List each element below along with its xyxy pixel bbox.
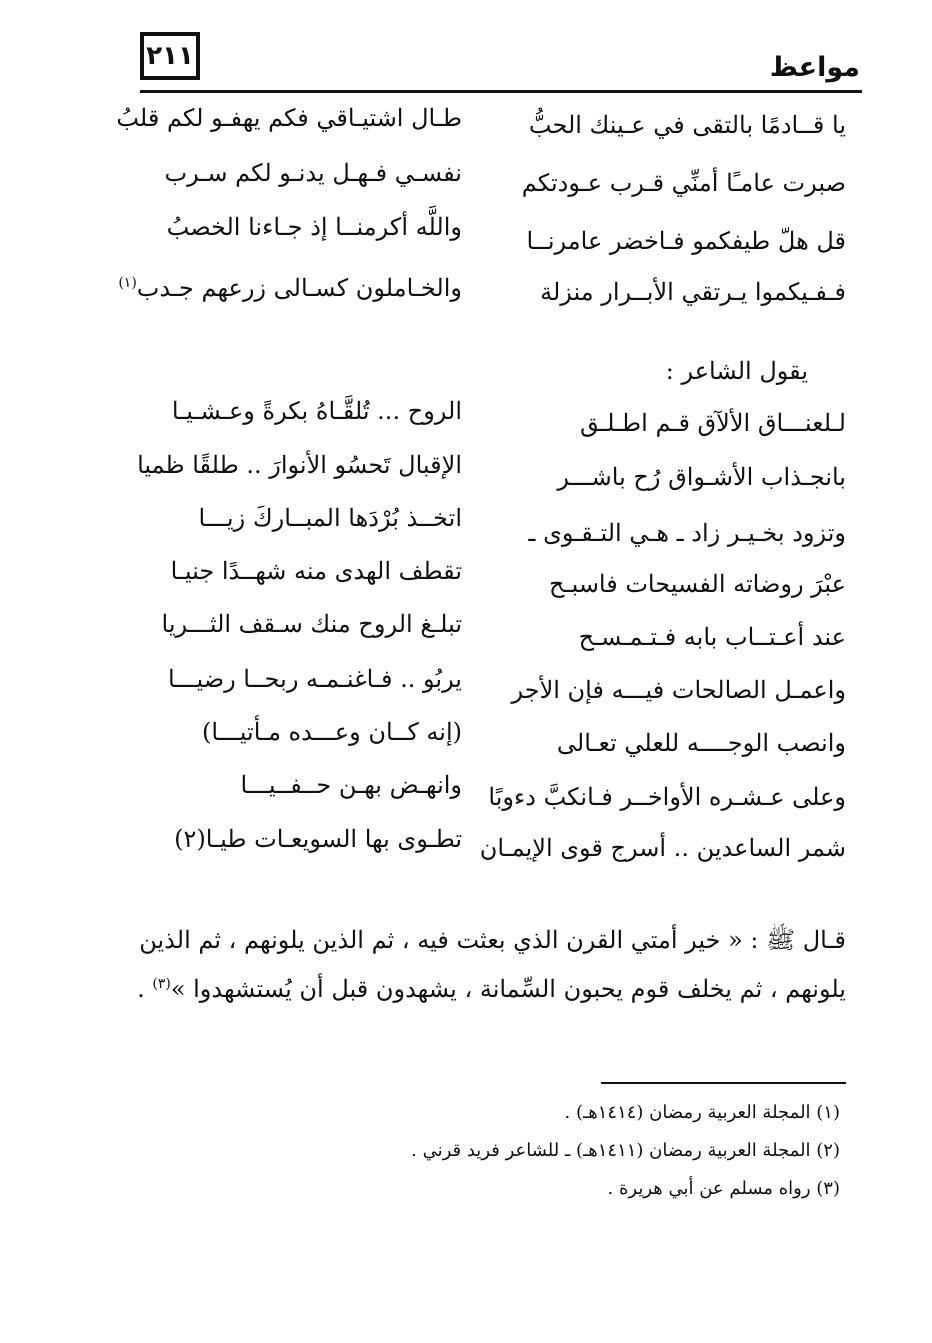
poem2-left-line: تطـوى بها السويعـات طيـا(٢): [174, 825, 462, 853]
hadith-line-2: [86, 962, 846, 1011]
poem2-left-line: الروح ... تُلقَّـاهُ بكرةً وعـشـيـا: [171, 397, 462, 425]
poem2-left-line: يربُو .. فـاغنـمـه ربحــا رضيـــا: [168, 665, 462, 693]
poem1-left-line: [118, 268, 462, 303]
poem2-right-line: واعمـل الصالحات فيـــه فإن الأجر: [511, 676, 846, 704]
poem1-right-line: يا قــادمًا بالتقى في عـينك الحبُّ: [528, 111, 846, 139]
footnote: (١) المجلة العربية رمضان (١٤١٤هـ) .: [564, 1102, 840, 1123]
poet-intro: يقول الشاعر :: [665, 357, 808, 385]
poem1-left-line: طـال اشتيـاقي فكم يهفـو لكم قلبُ: [116, 104, 462, 132]
footnote-ref: (١): [118, 275, 137, 291]
poem2-right-line: وتزود بخـيـر زاد ـ هـي التـقـوى ـ: [528, 519, 846, 547]
page-number-box: [140, 32, 200, 80]
poem1-right-line: قل هلّ طيفكمو فـاخضر عامرنــا: [526, 227, 846, 255]
poem2-left-line: (إنه كــان وعـــده مـأتيـــا): [202, 718, 462, 746]
footnote-ref: (٣): [152, 976, 171, 992]
hadith-line: قـال ﷺ : « خير أمتي القرن الذي بعثت فيه ، ثم الذين يلونهم ، ثم الذين: [139, 926, 846, 954]
poem2-right-line: عبْرَ روضاته الفسيحات فاسبـح: [549, 570, 846, 598]
footnote: (٣) رواه مسلم عن أبي هريرة .: [607, 1178, 840, 1199]
poem1-right-line: صبرت عامـًا أمنِّي قـرب عـودتكم: [521, 169, 846, 197]
poem2-left-line: اتخــذ بُرْدَها المبــاركَ زيـــا: [198, 504, 462, 532]
poem1-left-line: نفسـي فـهـل يدنـو لكم سـرب: [164, 159, 462, 187]
page-number: ٢١١: [146, 41, 194, 71]
poem1-right-line: فـفـيكموا يـرتقي الأبــرار منزلة: [540, 278, 846, 306]
footnote: (٢) المجلة العربية رمضان (١٤١١هـ) ـ للشاعر فريد قرني .: [411, 1140, 840, 1161]
header-rule: [140, 90, 862, 93]
poem2-left-line: الإقبال تَحسُو الأنوارَ .. طلقًا ظميا: [137, 451, 462, 479]
poem1-left-line: واللَّه أكرمنــا إذ جـاءنا الخصبُ: [166, 213, 462, 241]
poem2-right-line: وعلى عـشـره الأواخــر فـانكبَّ دءوبًا: [488, 783, 846, 811]
poem2-left-line: تبلـغ الروح منك سـقف الثـــريا: [161, 610, 462, 638]
poem2-right-line: عند أعـتــاب بابه فـتـمـسـح: [578, 623, 846, 651]
poem2-right-line: وانصب الوجــــه للعلي تعـالى: [556, 729, 846, 757]
poem2-right-line: بانجـذاب الأشـواق رُح باشـــر: [557, 463, 846, 491]
hadith-end: .: [137, 975, 153, 1003]
poem1-left-line-text: والخـاملون كسـالى زرعهم جـدب: [136, 274, 462, 302]
poem2-left-line: تقطف الهدى منه شهــدًا جنيـا: [170, 557, 462, 585]
footnote-rule: [601, 1082, 846, 1084]
hadith-paragraph: [86, 918, 846, 1011]
running-title: مواعظ: [769, 52, 860, 83]
hadith-line-text: يلونهم ، ثم يخلف قوم يحبون السِّمانة ، يشهدون قبل أن يُستشهدوا »: [170, 975, 846, 1003]
poem2-right-line: لـلعنـــاق الألآق قـم اطـلـق: [580, 409, 846, 437]
poem2-right-line: شمر الساعدين .. أسرج قوى الإيمـان: [479, 834, 846, 862]
poem2-left-line: وانهـض بهـن حــفــيـــا: [240, 771, 462, 799]
